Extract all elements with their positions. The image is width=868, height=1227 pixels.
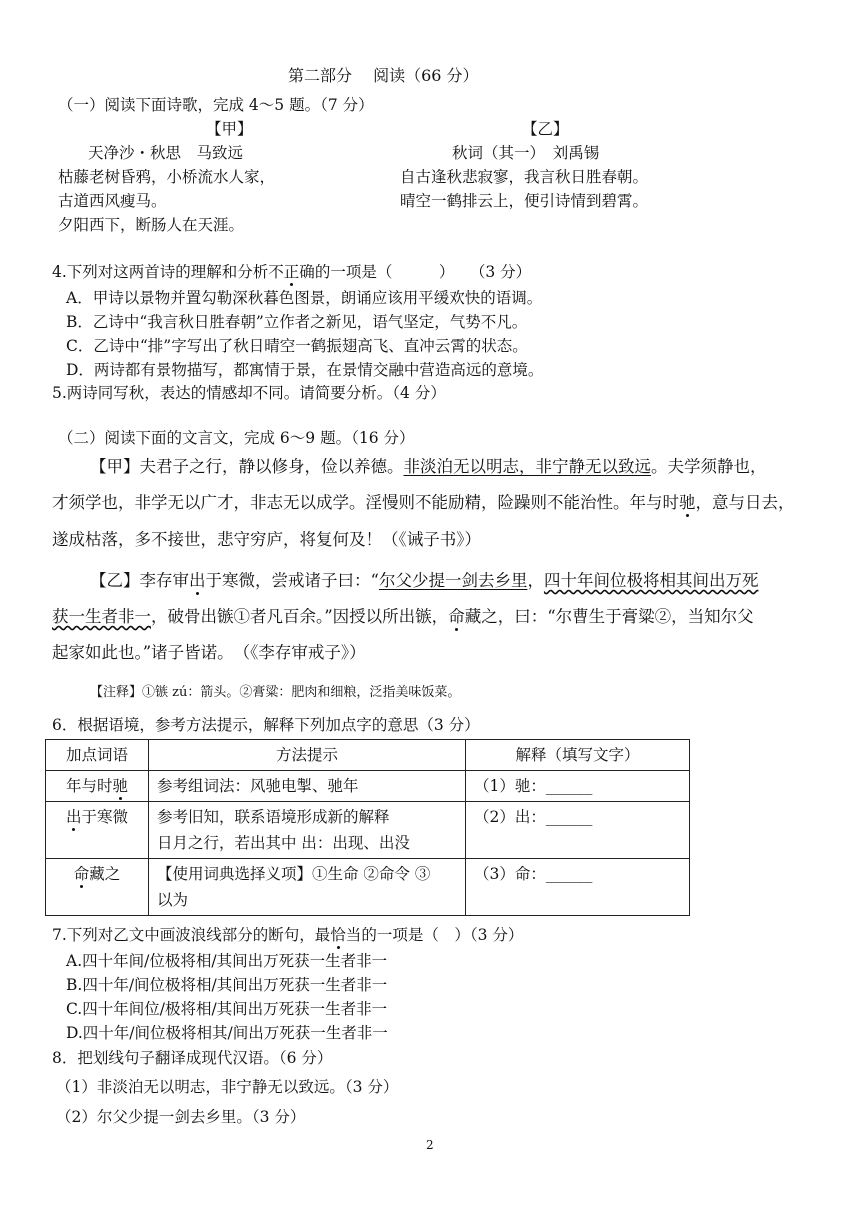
poem-a-tag: 【甲】 (206, 120, 253, 138)
poem-b-title: 秋词（其一） 刘禹锡 (452, 144, 600, 162)
q8-item: （1）非淡泊无以明志，非宁静无以致远。（3 分） (56, 1078, 399, 1096)
question-4-stem: 4.下列对这两首诗的理解和分析不正确的一项是（ ） （3 分） (52, 263, 532, 281)
answer-blank[interactable]: （2）出：______ (466, 802, 690, 859)
poem-b-line: 晴空一鹤排云上，便引诗情到碧霄。 (400, 192, 649, 210)
emphasis-mark: 最恰当 (314, 926, 362, 944)
text-jia-line: 遂成枯落，多不接世，悲守穷庐，将复何及！（《诫子书》） (52, 530, 481, 549)
text-jia-line: 才须学也，非学无以广才，非志无以成学。淫慢则不能励精，险躁则不能治性。年与时驰，意与日去， (52, 493, 795, 512)
table-row (46, 859, 690, 916)
poem-a-line: 夕阳西下，断肠人在天涯。 (58, 216, 245, 234)
poem-a-line: 古道西风瘦马。 (58, 192, 167, 210)
text-yi-line: 起家如此也。”诸子皆诺。 （《李存审戒子》） (52, 643, 366, 662)
underlined-sentence: 非淡泊无以明志，非宁静无以致远 (403, 457, 651, 476)
table-header-cell: 加点词语 (46, 740, 149, 771)
table-cell-hint: 参考旧知，联系语境形成新的解释 日月之行，若出其中 出：出现、出没 (149, 802, 466, 859)
q4-option-d: D．两诗都有景物描写，都寓情于景，在景情交融中营造高远的意境。 (66, 361, 544, 379)
dotted-char: 出 (65, 808, 82, 826)
question-6-table (45, 739, 690, 916)
question-5: 5.两诗同写秋，表达的情感却不同。请简要分析。（4 分） (52, 384, 446, 402)
table-cell-word: 命藏之 (46, 859, 149, 916)
section-title: 第二部分 阅读（66 分） (288, 66, 479, 85)
table-cell-word: 出于寒微 (46, 802, 149, 859)
table-row (46, 802, 690, 859)
dotted-char: 驰 (679, 493, 696, 512)
table-row (46, 771, 690, 802)
underlined-sentence: 尔父少提一剑去乡里 (378, 571, 528, 590)
part2-heading: （二）阅读下面的文言文，完成 6～9 题。（16 分） (58, 429, 415, 447)
q7-option-d: D.四十年/间位极将相其/间出万死获一生者非一 (66, 1024, 388, 1042)
q4-option-a: A．甲诗以景物并置勾勒深秋暮色图景，朗诵应该用平缓欢快的语调。 (66, 289, 543, 307)
part1-heading: （一）阅读下面诗歌，完成 4～5 题。（7 分） (58, 96, 374, 114)
table-header-cell: 解释（填写文字） (466, 740, 690, 771)
dotted-char: 驰 (112, 777, 129, 795)
question-7-stem: 7.下列对乙文中画波浪线部分的断句，最恰当的一项是（ ）（3 分） (52, 926, 524, 944)
poem-a-line: 枯藤老树昏鸦，小桥流水人家， (58, 168, 276, 186)
answer-blank[interactable]: （3）命：______ (466, 859, 690, 916)
table-cell-hint: 【使用词典选择义项】①生命 ②命令 ③ 以为 (149, 859, 466, 916)
table-cell-hint: 参考组词法：风驰电掣、驰年 (149, 771, 466, 802)
q7-option-b: B.四十年/间位极将相/其间出万死获一生者非一 (66, 976, 388, 994)
table-cell-word: 年与时驰 (46, 771, 149, 802)
dotted-char: 出 (189, 571, 206, 590)
q4-option-c: C．乙诗中“排”字写出了秋日晴空一鹤振翅高飞、直冲云霄的状态。 (66, 337, 528, 355)
answer-blank[interactable]: （1）驰：______ (466, 771, 690, 802)
dotted-char: 命 (448, 607, 465, 626)
q8-item: （2）尔父少提一剑去乡里。（3 分） (56, 1108, 306, 1126)
poem-b-tag: 【乙】 (522, 120, 569, 138)
text-yi-line: 获一生者非一，破骨出镞①者凡百余。”因授以所出镞，命藏之，曰：“尔曹生于膏粱②，当知尔父 (52, 607, 754, 626)
q4-option-b: B．乙诗中“我言秋日胜春朝”立作者之新见，语气坚定，气势不凡。 (66, 313, 528, 331)
wavy-line-phrase: 获一生者非一 (52, 607, 151, 626)
emphasis-mark: 不正确 (268, 263, 315, 281)
text-yi-line: 【乙】李存审出于寒微，尝戒诸子曰：“尔父少提一剑去乡里，四十年间位极将相其间出万死 (90, 571, 759, 590)
table-header-cell: 方法提示 (149, 740, 466, 771)
question-8-stem: 8．把划线句子翻译成现代汉语。（6 分） (52, 1049, 333, 1067)
q7-option-a: A.四十年间/位极将相/其间出万死获一生者非一 (66, 952, 388, 970)
q7-option-c: C.四十年间位/极将相/其间出万死获一生者非一 (66, 1000, 388, 1018)
dotted-char: 命 (73, 865, 90, 883)
wavy-line-phrase: 四十年间位极将相其间出万死 (543, 571, 759, 590)
table-header-row (46, 740, 690, 771)
page-number: 2 (426, 1138, 434, 1152)
question-6-stem: 6．根据语境，参考方法提示，解释下列加点字的意思（3 分） (52, 716, 480, 734)
annotation-note: 【注释】①镞 zú：箭头。②膏粱：肥肉和细粮，泛指美味饭菜。 (90, 685, 461, 700)
poem-b-line: 自古逢秋悲寂寥，我言秋日胜春朝。 (400, 168, 649, 186)
text-jia-line: 【甲】夫君子之行，静以修身，俭以养德。非淡泊无以明志，非宁静无以致远。夫学须静也， (90, 457, 767, 476)
poem-a-title: 天净沙・秋思 马致远 (88, 144, 244, 162)
